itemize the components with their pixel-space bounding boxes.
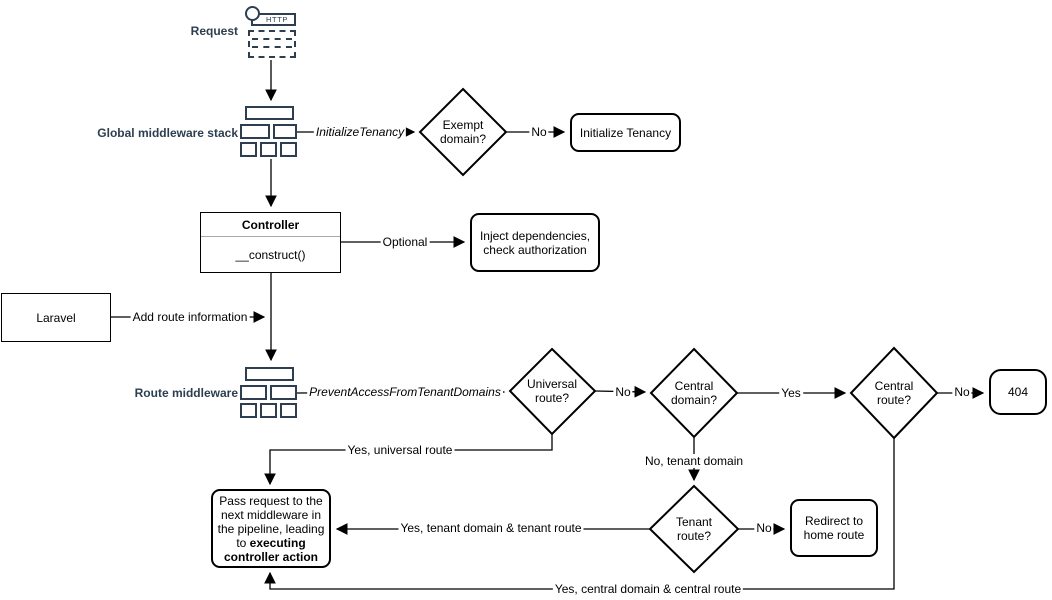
404-node <box>989 369 1047 415</box>
universal-route-label: Universal route? <box>526 377 577 405</box>
404-label: 404 <box>1007 385 1029 399</box>
middleware-cell <box>240 124 270 139</box>
request-body-line <box>252 38 292 40</box>
pass-request-label: Pass request to the next middleware in the pipeline, leading to executing controller action <box>217 493 325 564</box>
request-body-icon <box>248 30 296 58</box>
middleware-cell <box>260 403 277 418</box>
controller-node <box>200 212 341 273</box>
middleware-cell <box>260 142 277 157</box>
middleware-cell <box>280 142 297 157</box>
edge-label-initialize-tenancy: InitializeTenancy <box>315 125 405 139</box>
laravel-node <box>1 293 111 342</box>
edge-label-no-central-route: No <box>954 385 970 399</box>
middleware-cell <box>240 142 257 157</box>
edge-label-no-exempt: No <box>531 125 547 139</box>
middleware-cell <box>240 403 257 418</box>
edge-label-prevent-access: PreventAccessFromTenantDomains <box>309 385 501 399</box>
edge-label-add-route-information: Add route information <box>132 310 248 324</box>
request-label: Request <box>190 24 238 38</box>
tenant-route-label: Tenant route? <box>675 515 713 543</box>
edge-label-yes-universal-route: Yes, universal route <box>347 443 453 457</box>
edge-label-yes-tenant-domain-route: Yes, tenant domain & tenant route <box>400 521 582 535</box>
http-request-icon <box>244 6 298 58</box>
central-domain-label: Central domain? <box>670 379 718 407</box>
global-middleware-stack-label: Global middleware stack <box>97 126 238 140</box>
inject-dependencies-node <box>470 213 600 272</box>
edge-label-no-tenant-route: No <box>756 521 772 535</box>
controller-title: Controller <box>201 213 340 237</box>
request-circle-icon <box>245 6 260 21</box>
middleware-cell <box>280 403 297 418</box>
global-middleware-stack-icon <box>240 106 297 157</box>
route-middleware-label: Route middleware <box>134 386 238 400</box>
http-protocol-label: HTTP <box>251 13 296 26</box>
edge-universal-yes-to-pass <box>270 434 552 484</box>
middleware-bar <box>245 106 294 120</box>
redirect-home-node <box>790 499 878 557</box>
pass-request-node <box>211 489 331 568</box>
redirect-home-label: Redirect to home route <box>803 514 865 542</box>
edge-label-no-tenant-domain: No, tenant domain <box>644 454 744 468</box>
initialize-tenancy-label: Initialize Tenancy <box>579 125 672 140</box>
exempt-domain-label: Exempt domain? <box>439 118 487 146</box>
request-body-line <box>252 46 292 48</box>
middleware-cell <box>240 385 267 400</box>
laravel-label: Laravel <box>36 310 76 325</box>
initialize-tenancy-node <box>570 113 681 152</box>
central-route-label: Central route? <box>874 379 914 407</box>
middleware-bar <box>245 367 294 381</box>
route-middleware-icon <box>240 367 297 418</box>
edge-label-no-universal: No <box>615 385 631 399</box>
middleware-cell <box>270 385 297 400</box>
edge-label-yes-central-domain: Yes <box>781 386 801 400</box>
middleware-cell <box>273 124 297 139</box>
inject-dependencies-label: Inject dependencies, check authorization <box>479 228 591 257</box>
controller-method: __construct() <box>235 247 306 262</box>
edge-label-yes-central-domain-route: Yes, central domain & central route <box>554 582 742 596</box>
edge-label-optional: Optional <box>382 235 428 249</box>
